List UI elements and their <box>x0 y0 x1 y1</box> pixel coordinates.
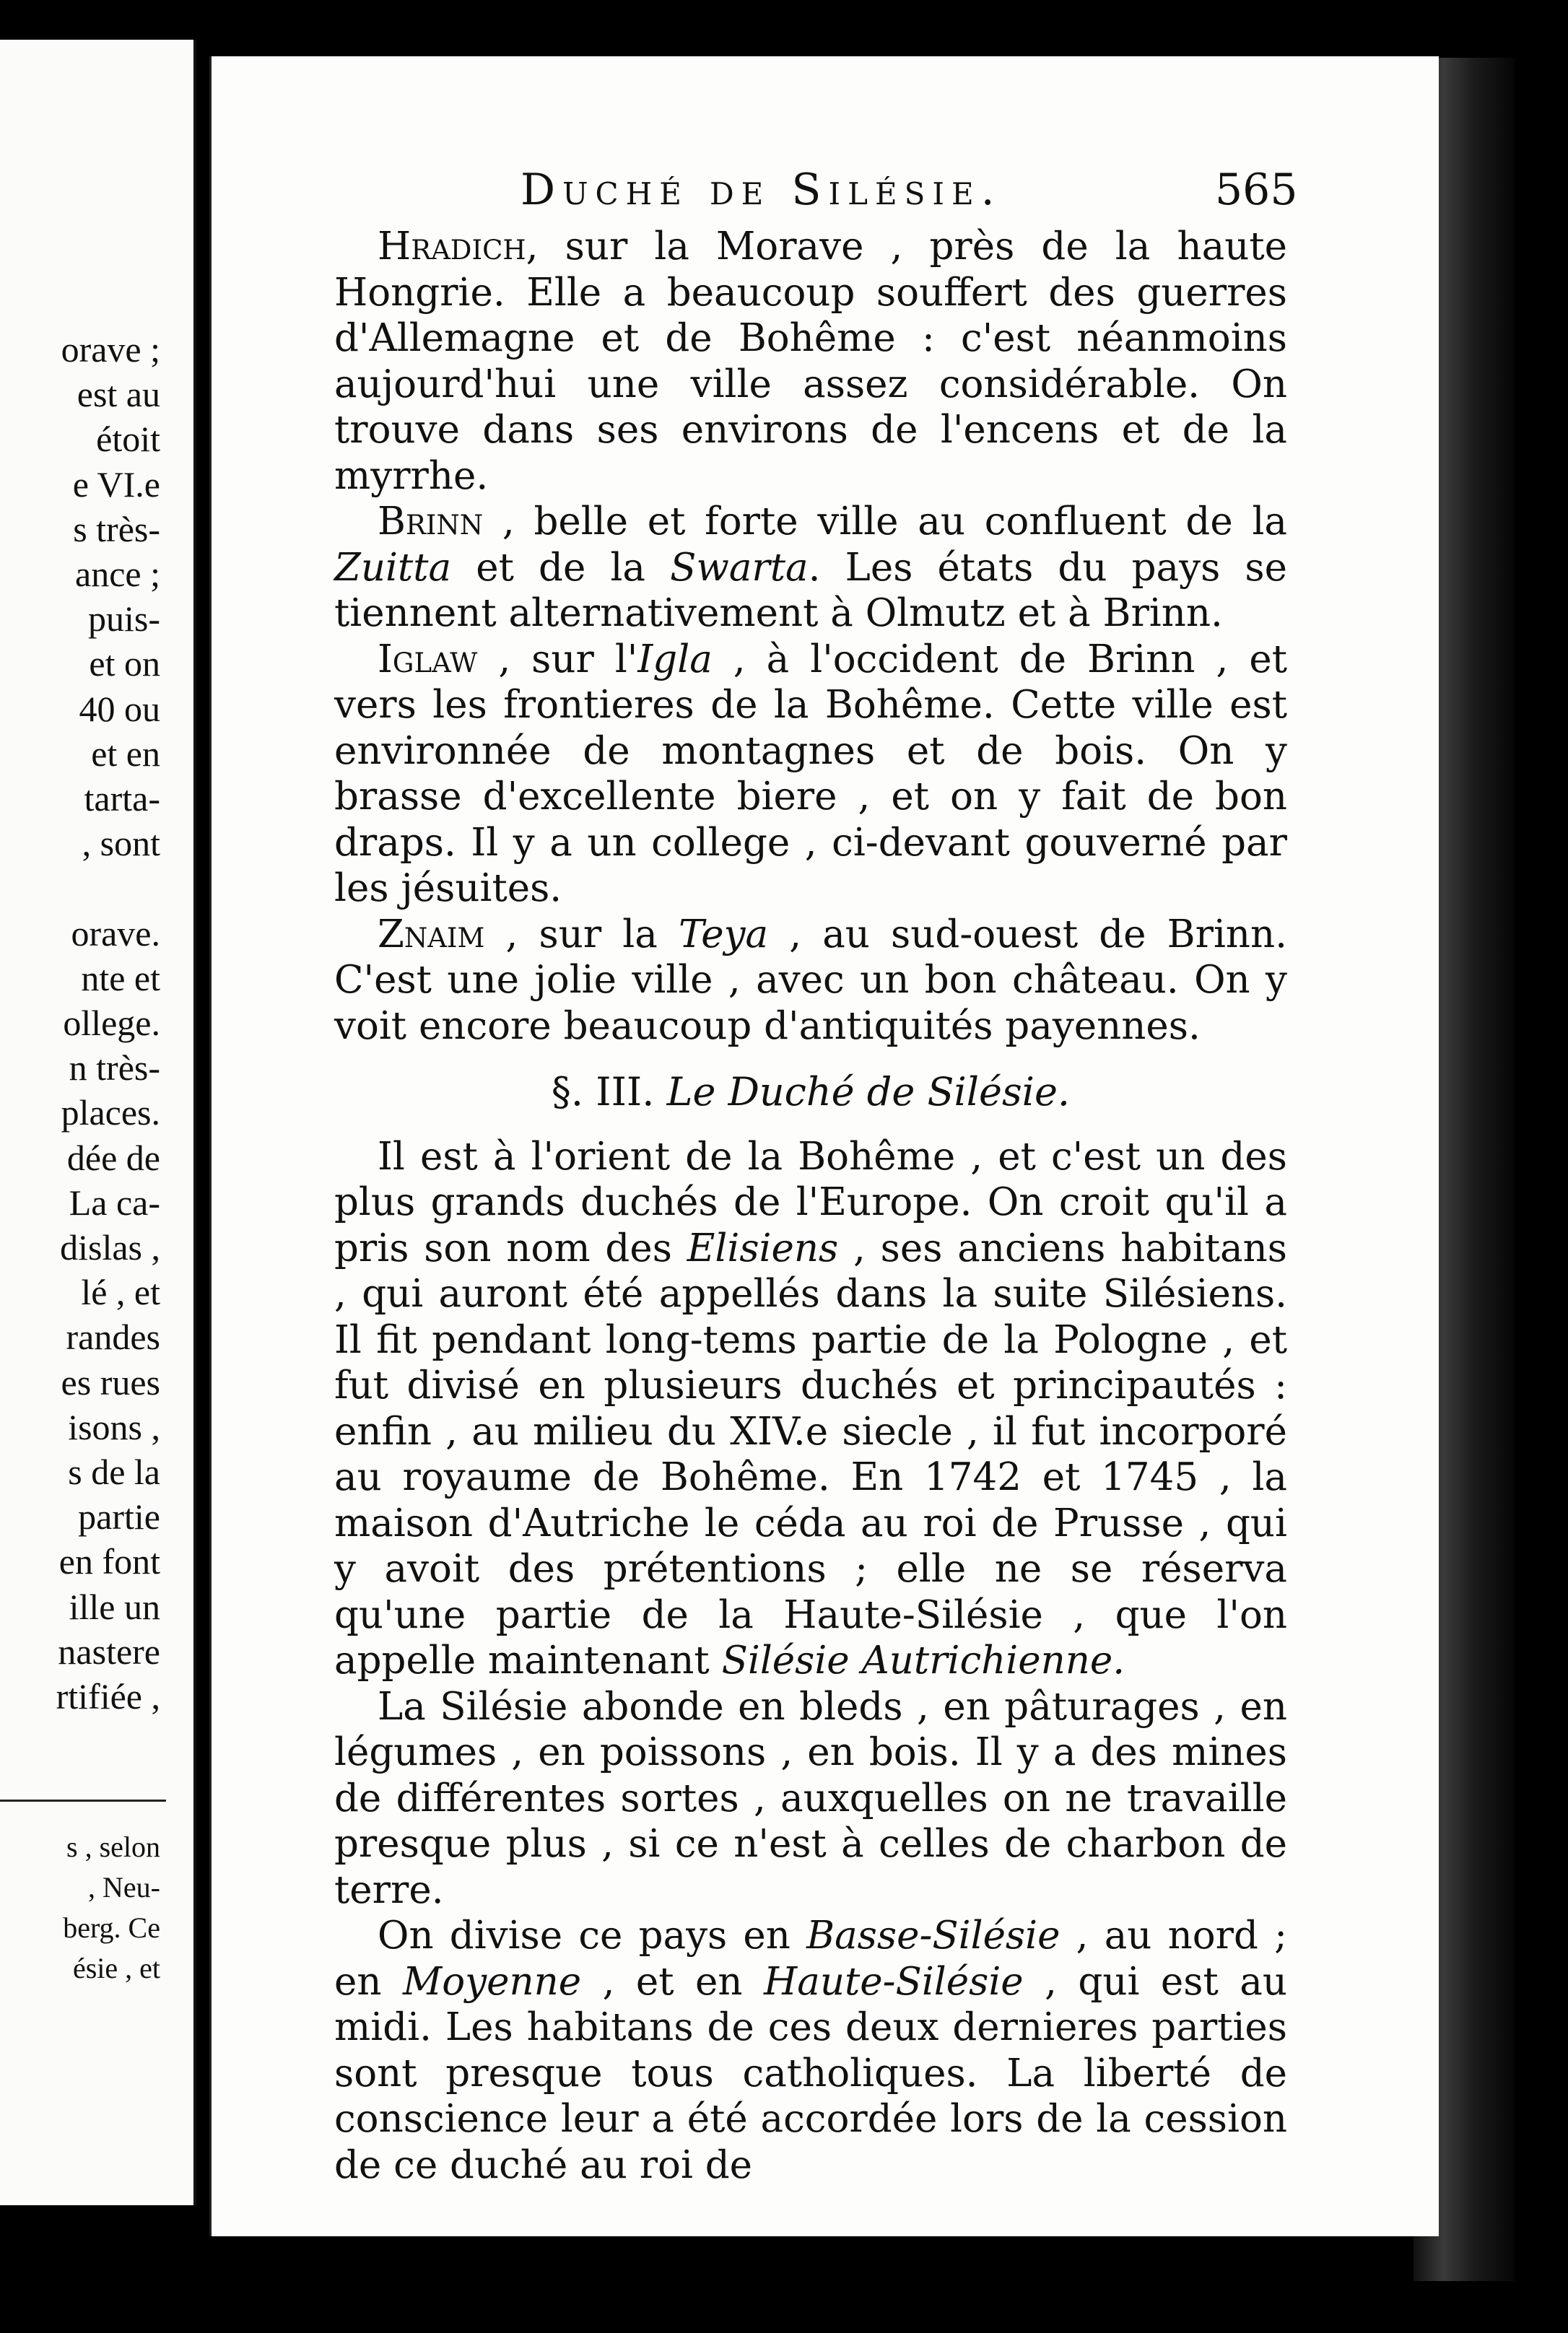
left-page-footnote: ésie , et <box>72 1952 160 1984</box>
entry-text: , sur la Morave , près de la haute Hongrie. Elle a beaucoup souffert des guerres d'Allemagne et de Bohême : c'est néanmoins aujourd'hui une ville assez considérable. On trouve dans ses environs de l'encens et de la myrrhe. <box>334 224 1287 498</box>
entry-text: , belle et forte ville au confluent de la <box>483 500 1287 544</box>
section-title: Le Duché de Silésie. <box>666 1069 1071 1115</box>
left-page-line: nte et <box>81 957 160 998</box>
left-page-line: randes <box>66 1317 160 1358</box>
river-name: Teya <box>678 912 769 956</box>
left-page-line: rtifiée , <box>56 1676 160 1717</box>
paragraph-divisions <box>334 1913 1287 2188</box>
left-page-line: lé , et <box>81 1272 160 1313</box>
river-name: Zuitta <box>334 545 452 590</box>
left-page-line: étoit <box>96 419 160 460</box>
left-page-line: puis- <box>88 598 160 640</box>
entry-hradich <box>334 224 1287 499</box>
left-page-line: s très- <box>73 508 160 549</box>
left-page-line: La ca- <box>69 1182 160 1223</box>
left-page-line: places. <box>61 1092 160 1133</box>
left-page-line: n très- <box>69 1047 160 1089</box>
left-page-line: nastere <box>58 1631 160 1672</box>
left-page-line: , sont <box>82 823 160 864</box>
page-header <box>212 165 1439 222</box>
left-page-footnote: s , selon <box>66 1831 160 1863</box>
left-page-line: partie <box>78 1496 160 1538</box>
right-page <box>209 56 1439 2236</box>
left-page-footnote: , Neu- <box>88 1871 160 1904</box>
left-page-line: s de la <box>68 1452 160 1492</box>
place-name: Brinn <box>378 500 484 544</box>
entry-znaim <box>334 912 1287 1050</box>
footnote-rule <box>0 1800 166 1802</box>
place-name: Znaim <box>378 912 485 956</box>
paragraph-text: , et en <box>581 1959 765 2004</box>
emphasis: Basse-Silésie <box>806 1914 1060 1958</box>
left-page-line: est au <box>77 374 160 415</box>
left-page-line: et en <box>91 733 160 774</box>
river-name: Swarta <box>670 545 809 590</box>
river-name: Igla <box>637 637 713 681</box>
left-page-line: et on <box>89 643 160 684</box>
place-name: Iglaw <box>378 637 478 681</box>
running-head: Duché de Silésie. <box>521 165 1002 215</box>
left-page-footnote: berg. Ce <box>63 1911 160 1944</box>
paragraph-resources: La Silésie abonde en bleds , en pâturages , en légumes , en poissons , en bois. Il y a des mines de différentes sortes , auxquelles on ne travaille presque plus , si ce n'est à celles de charbon de terre. <box>334 1684 1287 1912</box>
paragraph-text: , ses anciens habitans , qui auront été appellés dans la suite Silésiens. Il fit pendant long-tems partie de la Pologne , et fut divisé en plusieurs duchés et principautés : enfin , au milieu du XIV.e siecle , il fut incorporé au royaume de Bohême. En 1742 et 1745 , la maison d'Autriche le céda au roi de Prusse , qui y avoit des prétentions ; elle ne se réserva qu'une partie de la Haute-Silésie , que l'on appelle maintenant <box>334 1226 1287 1683</box>
paragraph-intro <box>334 1134 1287 1684</box>
left-page-line: orave ; <box>61 329 160 370</box>
paragraph-text: On divise ce pays en <box>378 1914 807 1958</box>
paragraph-text: Il est à l'orient de la Bohême , et c'est un des plus grands duchés de l'Europe. On croit qu'il a pris son nom des <box>334 1134 1287 1270</box>
left-page-line: dée de <box>66 1137 160 1178</box>
emphasis: Haute-Silésie <box>764 1959 1024 2004</box>
emphasis: Silésie Autrichienne. <box>721 1639 1125 1683</box>
left-page-line: en font <box>58 1541 160 1582</box>
paragraph-text: , qui est au midi. Les habitans de ces deux dernieres parties sont presque tous catholiques. La liberté de conscience leur a été accordée lors de la cession de ce duché au roi de <box>334 1959 1287 2187</box>
entry-text: . Les états du pays se tiennent alternativement à Olmutz et à Brinn. <box>334 545 1287 635</box>
left-page-line: es rues <box>61 1361 160 1403</box>
entry-text: et de la <box>451 545 671 590</box>
left-page-line: ille un <box>69 1586 160 1627</box>
entry-text: , à l'occident de Brinn , et vers les frontieres de la Bohême. Cette ville est environnée de montagnes et de bois. On y brasse d'excellente biere , et on y fait de bon draps. Il y a un college , ci-devant gouverné par les jésuites. <box>334 637 1288 910</box>
section-heading <box>334 1069 1287 1115</box>
entry-text: , sur la <box>484 912 679 956</box>
entry-iglaw <box>334 637 1287 912</box>
emphasis: Elisiens <box>687 1226 839 1270</box>
left-facing-page <box>0 40 196 2205</box>
entry-text: , au sud-ouest de Brinn. C'est une jolie ville , avec un bon château. On y voit encore beaucoup d'antiquités payennes. <box>334 912 1288 1048</box>
left-page-line: isons , <box>68 1406 160 1447</box>
page-number: 565 <box>1215 165 1298 215</box>
left-page-line: ollege. <box>63 1003 160 1043</box>
left-page-line: dislas , <box>60 1227 160 1268</box>
entry-brinn <box>334 499 1287 637</box>
left-page-line: ance ; <box>75 554 160 594</box>
body-text <box>334 224 1287 2188</box>
left-page-line: e VI.e <box>72 463 160 505</box>
emphasis: Moyenne <box>402 1959 582 2004</box>
left-page-line: orave. <box>71 912 160 954</box>
paragraph-text: , au nord ; en <box>334 1914 1287 2004</box>
entry-text: , sur l' <box>477 637 638 681</box>
place-name: Hradich <box>378 224 526 269</box>
section-number: §. III. <box>551 1069 655 1115</box>
left-page-line: tarta- <box>84 778 160 819</box>
left-page-line: 40 ou <box>79 688 160 729</box>
